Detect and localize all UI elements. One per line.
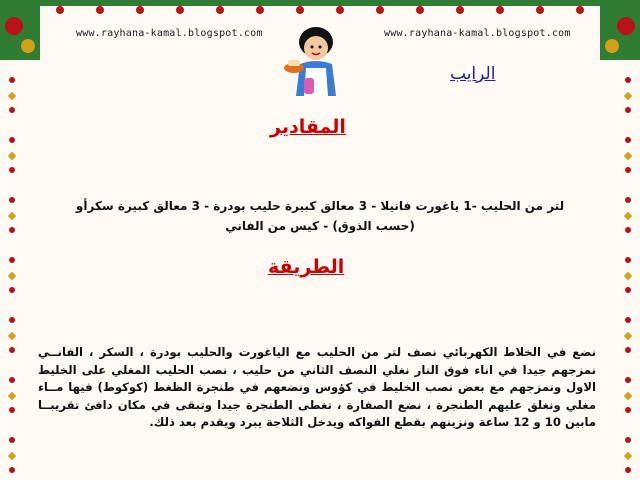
blog-url-left: www.rayhana-kamal.blogspot.com [76, 28, 263, 39]
cook-mascot-icon [276, 20, 356, 100]
blog-url-right: www.rayhana-kamal.blogspot.com [384, 28, 571, 39]
ingredients-heading: المقادير [270, 116, 346, 138]
ornament-border-left [0, 0, 40, 480]
recipe-name-link[interactable]: الرايب [450, 64, 496, 84]
ornament-border-right [600, 0, 640, 480]
method-text: نضع في الخلاط الكهربائي نصف لتر من الحليب مع الياغورت والحليب بودرة ، السكر ، الفانــي نمزجهم جيدا في اناء فوق النار نغلي النصف الثاني من حليب ، نصب الحليب المغلي على الخليط الاول ونمزجهم مع بعض نصب الخليط في كؤوس ونضعهم في طنجرة الظغط (كوكوط) فيها مــاء مغلي ونغلق عليهم الطنجرة ، نضع الصفارة ، تغطى الطنجرة جيدا وتبقى في مكان دافئ تقريبــا مابين 10 و 12 ساعة ونزينهم بقطع الفواكه ويدخل الثلاجة يبرد ويقدم بعد ذلك. [38, 345, 596, 429]
method-heading: الطريقة [268, 256, 345, 278]
garland-border-top [0, 0, 640, 18]
ingredients-text: لتر من الحليب -1 ياغورت فانيلا - 3 معالق كبيرة حليب بودرة - 3 معالق كبيرة سكرأو (حسب الذوق) - كيس من الفاني [75, 199, 565, 233]
